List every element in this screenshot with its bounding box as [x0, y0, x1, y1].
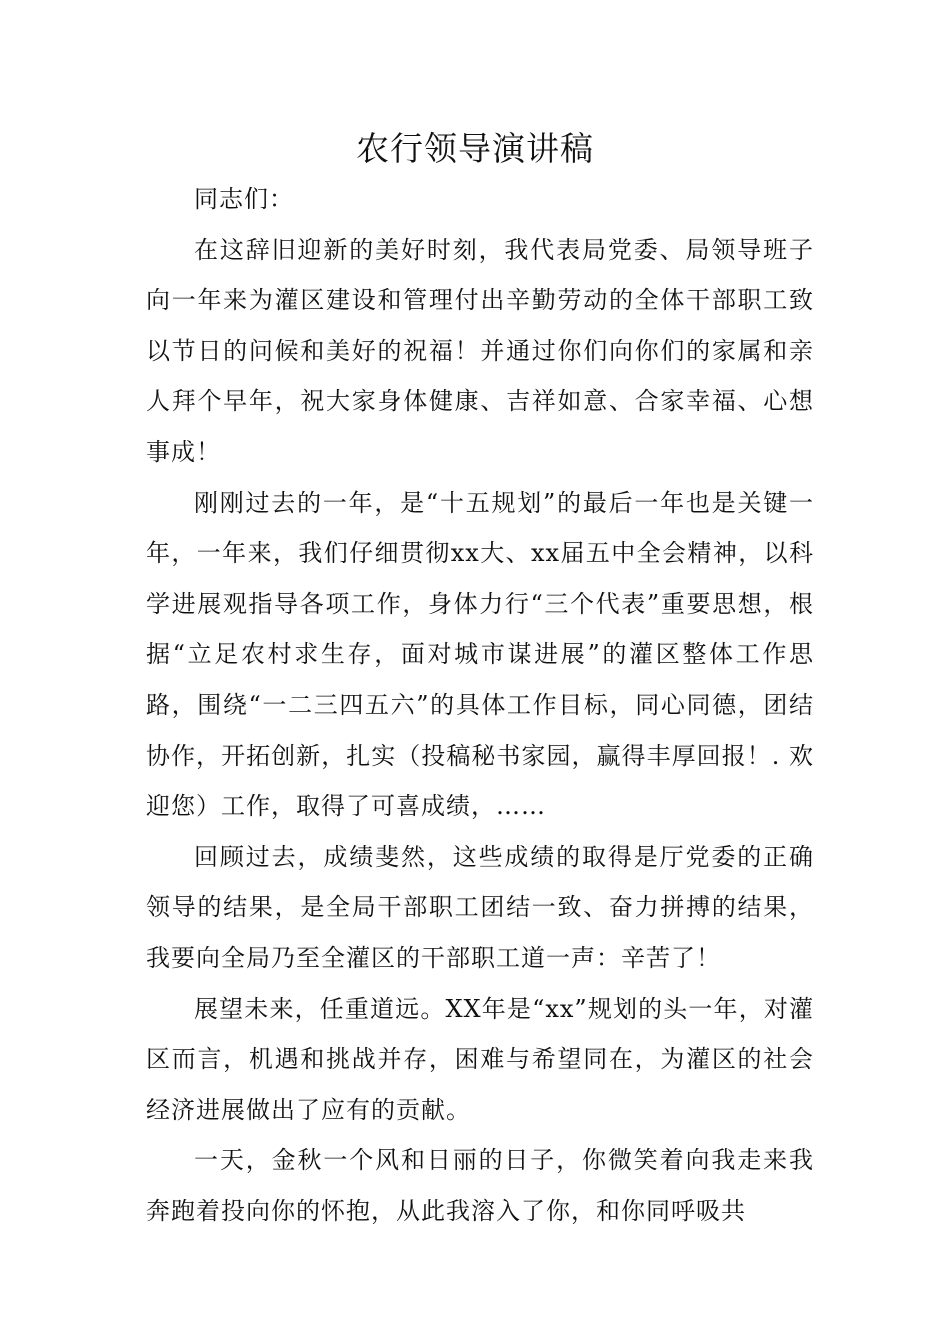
- document-body: [146, 174, 814, 1236]
- paragraph-review: 刚刚过去的一年，是“十五规划”的最后一年也是关键一年，一年来，我们仔细贯彻xx大、xx届五中全会精神，以科学进展观指导各项工作，身体力行“三个代表”重要思想，根据“立足农村求生存，面对城市谋进展”的灌区整体工作思路，围绕“一二三四五六”的具体工作目标，同心同德，团结协作，开拓创新，扎实（投稿秘书家园，赢得丰厚回报！. 欢迎您）工作，取得了可喜成绩，……: [146, 488, 814, 821]
- document-title: 农行领导演讲稿: [356, 129, 594, 168]
- paragraph-greeting: 在这辞旧迎新的美好时刻，我代表局党委、局领导班子向一年来为灌区建设和管理付出辛勤劳动的全体干部职工致以节日的问候和美好的祝福！并通过你们向你们的家属和亲人拜个早年，祝大家身体健康、吉祥如意、合家幸福、心想事成！: [146, 235, 814, 466]
- paragraph-story: 一天，金秋一个风和日丽的日子，你微笑着向我走来我奔跑着投向你的怀抱，从此我溶入了你，和你同呼吸共: [146, 1146, 814, 1225]
- paragraph-achievements: 回顾过去，成绩斐然，这些成绩的取得是厅党委的正确领导的结果，是全局干部职工团结一致、奋力拼搏的结果，我要向全局乃至全灌区的干部职工道一声：辛苦了！: [146, 842, 814, 972]
- salutation: 同志们：: [194, 185, 294, 213]
- paragraph-outlook: 展望未来，任重道远。XX年是“xx”规划的头一年，对灌区而言，机遇和挑战并存，困难与希望同在，为灌区的社会经济进展做出了应有的贡献。: [146, 994, 814, 1124]
